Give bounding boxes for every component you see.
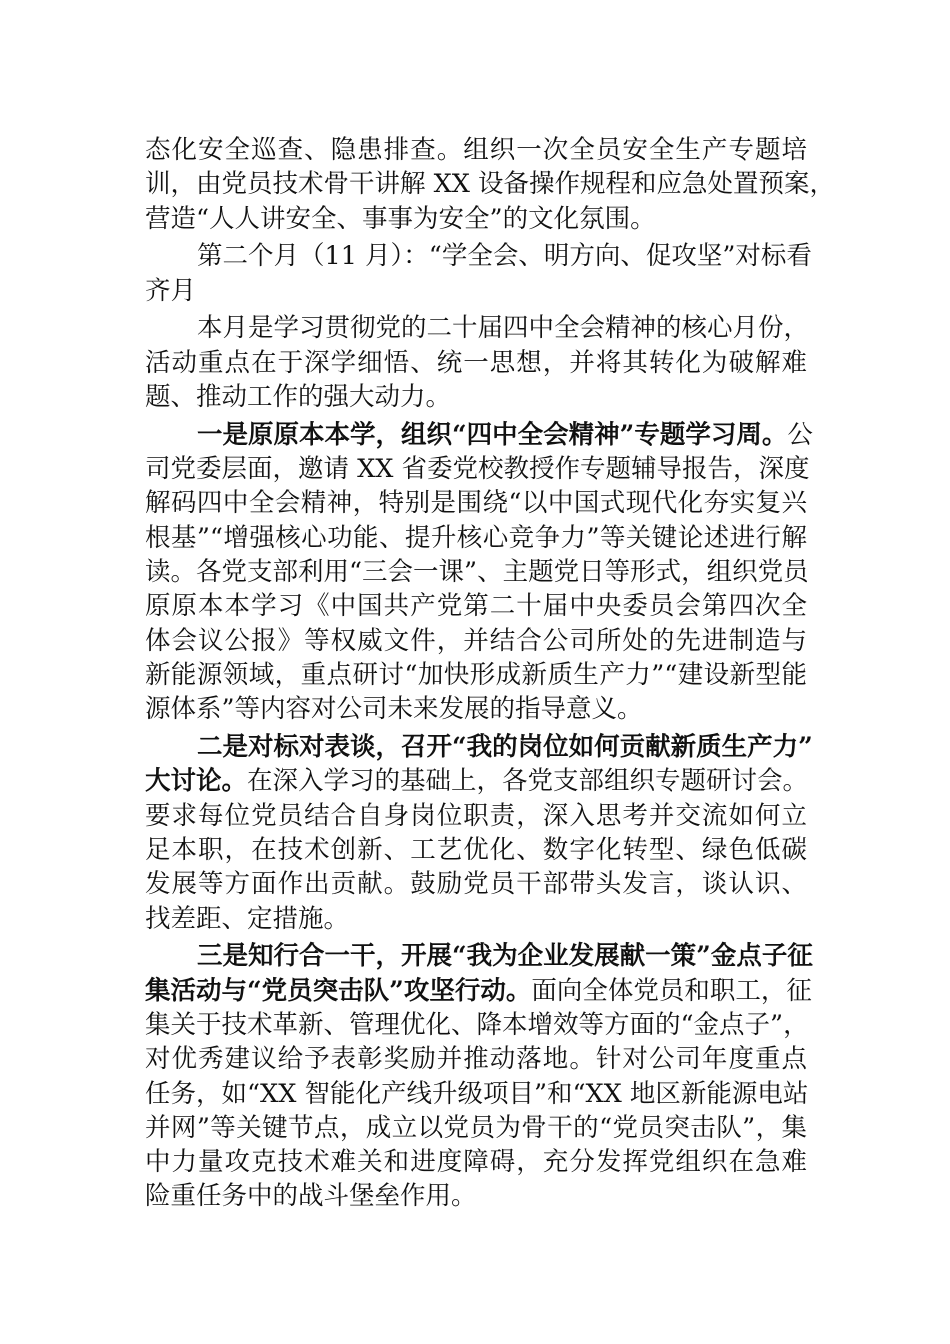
body-text: 根基”“增强核心功能、提升核心竞争力”等关键论述进行解 bbox=[145, 522, 807, 553]
text-line bbox=[145, 1179, 807, 1213]
body-text: 中力量攻克技术难关和进度障碍，充分发挥党组织在急难 bbox=[145, 1147, 807, 1178]
body-text: 训，由党员技术骨干讲解 XX 设备操作规程和应急处置预案， bbox=[145, 169, 836, 200]
text-line bbox=[145, 311, 810, 345]
paragraph bbox=[145, 939, 813, 1213]
text-line bbox=[145, 833, 807, 867]
text-line bbox=[145, 202, 807, 236]
body-text: 读。各党支部利用“三会一课”、主题党日等形式，组织党员 bbox=[145, 557, 809, 588]
document-body bbox=[145, 133, 836, 1217]
body-text: 体会议公报》等权威文件，并结合公司所处的先进制造与 bbox=[145, 625, 807, 656]
body-text: 险重任务中的战斗堡垒作用。 bbox=[145, 1181, 477, 1212]
text-line bbox=[145, 133, 807, 167]
body-text: 第二个月（11 月）：“学全会、明方向、促攻坚”对标看 bbox=[197, 241, 812, 272]
text-line bbox=[145, 624, 807, 658]
body-text: 新能源领域，重点研讨“加快形成新质生产力”“建设新型能 bbox=[145, 659, 807, 690]
body-text: 源体系”等内容对公司未来发展的指导意义。 bbox=[145, 694, 643, 725]
body-text: 公 bbox=[787, 419, 813, 450]
bold-heading-text: 三是知行合一干，开展“我为企业发展献一策”金点子征 bbox=[197, 941, 813, 972]
body-text: 原原本本学习《中国共产党第二十届中央委员会第四次全 bbox=[145, 591, 807, 622]
text-line bbox=[145, 1145, 807, 1179]
body-text: 解码四中全会精神，特别是围绕“以中国式现代化夯实复兴 bbox=[145, 488, 807, 519]
body-text: 对优秀建议给予表彰奖励并推动落地。针对公司年度重点 bbox=[145, 1044, 807, 1075]
body-text: 齐月 bbox=[145, 275, 197, 306]
paragraph bbox=[145, 311, 810, 414]
body-text: 足本职，在技术创新、工艺优化、数字化转型、绿色低碳 bbox=[145, 834, 807, 865]
text-line bbox=[145, 730, 813, 764]
text-line bbox=[145, 418, 813, 452]
body-text: 司党委层面，邀请 XX 省委党校教授作专题辅导报告，深度 bbox=[145, 454, 810, 485]
body-text: 营造“人人讲安全、事事为安全”的文化氛围。 bbox=[145, 203, 656, 234]
text-line bbox=[145, 764, 807, 798]
text-line bbox=[145, 1077, 807, 1111]
paragraph bbox=[145, 133, 836, 236]
text-line bbox=[145, 867, 807, 901]
text-line bbox=[145, 380, 807, 414]
body-text: 集关于技术革新、管理优化、降本增效等方面的“金点子”， bbox=[145, 1009, 809, 1040]
text-line bbox=[145, 974, 812, 1008]
text-line bbox=[145, 274, 807, 308]
text-line bbox=[145, 658, 807, 692]
body-text: 面向全体党员和职工，征 bbox=[531, 975, 812, 1006]
body-text: 活动重点在于深学细悟、统一思想，并将其转化为破解难 bbox=[145, 347, 807, 378]
text-line bbox=[145, 452, 810, 486]
body-text: 发展等方面作出贡献。鼓励党员干部带头发言，谈认识、 bbox=[145, 869, 807, 900]
body-text: 题、推动工作的强大动力。 bbox=[145, 382, 452, 413]
text-line bbox=[145, 799, 807, 833]
text-line bbox=[145, 239, 812, 273]
text-line bbox=[145, 167, 836, 201]
text-line bbox=[145, 902, 807, 936]
text-line bbox=[145, 1042, 807, 1076]
text-line bbox=[145, 939, 813, 973]
paragraph bbox=[145, 730, 813, 936]
body-text: 在深入学习的基础上，各党支部组织专题研讨会。 bbox=[247, 766, 809, 797]
paragraph bbox=[145, 239, 812, 308]
text-line bbox=[145, 486, 807, 520]
body-text: 态化安全巡查、隐患排查。组织一次全员安全生产专题培 bbox=[145, 135, 807, 165]
bold-heading-text: 大讨论。 bbox=[145, 766, 248, 797]
bold-heading-text: 集活动与“党员突击队”攻坚行动。 bbox=[145, 975, 532, 1006]
paragraph bbox=[145, 418, 813, 727]
body-text: 本月是学习贯彻党的二十届四中全会精神的核心月份， bbox=[197, 313, 810, 344]
text-line bbox=[145, 1111, 807, 1145]
text-line bbox=[145, 1008, 807, 1042]
body-text: 要求每位党员结合自身岗位职责，深入思考并交流如何立 bbox=[145, 800, 807, 831]
text-line bbox=[145, 692, 807, 726]
text-line bbox=[145, 555, 807, 589]
text-line bbox=[145, 589, 807, 623]
text-line bbox=[145, 521, 807, 555]
bold-heading-text: 一是原原本本学，组织“四中全会精神”专题学习周。 bbox=[197, 419, 788, 450]
text-line bbox=[145, 346, 807, 380]
body-text: 任务，如“XX 智能化产线升级项目”和“XX 地区新能源电站 bbox=[145, 1078, 809, 1109]
body-text: 找差距、定措施。 bbox=[145, 903, 350, 934]
body-text: 并网”等关键节点，成立以党员为骨干的“党员突击队”，集 bbox=[145, 1112, 807, 1143]
bold-heading-text: 二是对标对表谈，召开“我的岗位如何贡献新质生产力” bbox=[197, 732, 813, 763]
